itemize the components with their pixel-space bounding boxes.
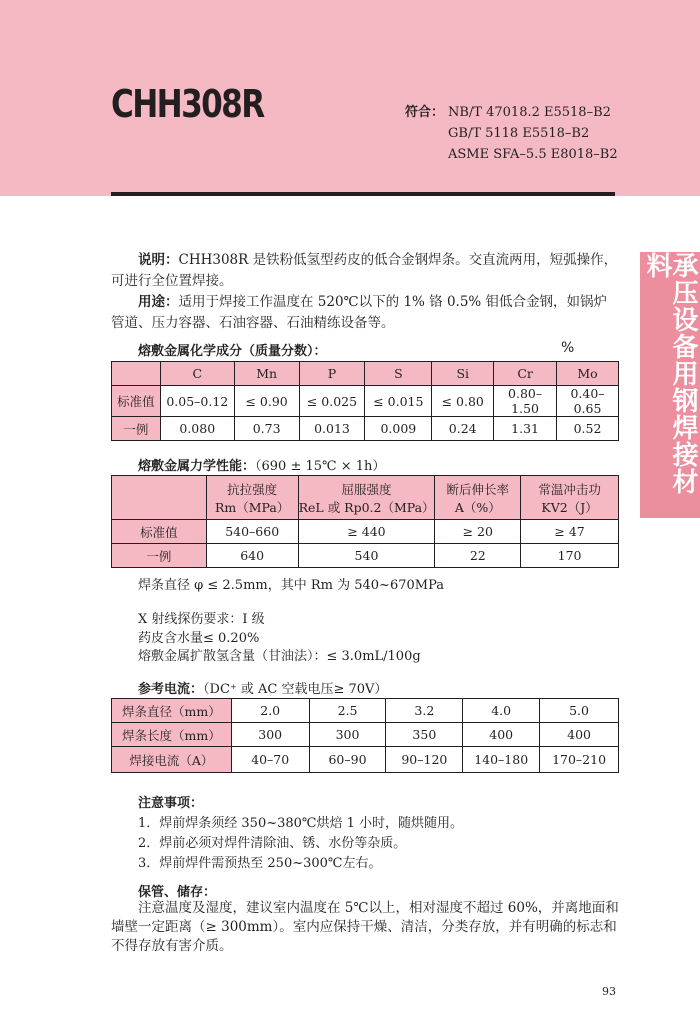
row-label: 焊条长度（mm） [112, 723, 232, 747]
cell: 2.0 [231, 699, 309, 723]
col-header: 断后伸长率 A（%） [435, 476, 521, 520]
table-row [112, 747, 619, 773]
cell: 0.009 [365, 417, 432, 441]
cell: 1.31 [494, 417, 557, 441]
table-row [112, 417, 619, 441]
cell: 4.0 [463, 699, 540, 723]
test-hydrogen: 熔敷金属扩散氢含量（甘油法）：≤ 3.0mL/100g [138, 649, 421, 664]
col-header: 屈服强度 ReL 或 Rp0.2（MPa） [298, 476, 435, 520]
col-header: C [160, 362, 234, 386]
chemical-unit: % [561, 340, 575, 356]
cell: 40–70 [231, 747, 309, 773]
cell: 400 [463, 723, 540, 747]
cell: 400 [540, 723, 619, 747]
current-title: 参考电流：（DC⁺ 或 AC 空载电压≥ 70V） [138, 682, 388, 697]
standard-2: GB/T 5118 E5518–B2 [448, 126, 590, 141]
cell: 0.80–1.50 [494, 386, 557, 417]
current-condition: （DC⁺ 或 AC 空载电压≥ 70V） [203, 682, 388, 697]
cell: 3.2 [386, 699, 463, 723]
cell: 170 [521, 544, 619, 568]
cell: ≤ 0.015 [365, 386, 432, 417]
row-label: 一例 [112, 417, 161, 441]
row-label: 一例 [112, 544, 207, 568]
table-row [112, 699, 619, 723]
side-tab [640, 252, 700, 518]
description-text: CHH308R 是铁粉低氢型药皮的低合金钢焊条。交直流两用，短弧操作，可进行全位置焊接。 [111, 252, 618, 289]
description-label: 说明： [138, 252, 179, 268]
chemical-header-row [112, 362, 619, 386]
col-header: Mo [557, 362, 619, 386]
cell: 540 [298, 544, 435, 568]
cell: 5.0 [540, 699, 619, 723]
table-row [112, 386, 619, 417]
storage-title: 保管、储存： [138, 885, 217, 900]
mechanical-note: 焊条直径 φ ≤ 2.5mm，其中 Rm 为 540~670MPa [138, 578, 444, 593]
header-rule [111, 192, 615, 196]
description-paragraph [111, 250, 619, 292]
cell: 0.52 [557, 417, 619, 441]
chemical-table [111, 361, 619, 441]
table-row [112, 723, 619, 747]
cell: 640 [206, 544, 298, 568]
table-row [112, 544, 619, 568]
notes-title: 注意事项： [138, 796, 204, 811]
cell: 2.5 [309, 699, 386, 723]
list-item: 3．焊前焊件需预热至 250~300℃左右。 [138, 856, 382, 871]
cell: 90–120 [386, 747, 463, 773]
col-header: Mn [234, 362, 299, 386]
cell: 350 [386, 723, 463, 747]
mechanical-title: 熔敷金属力学性能：（690 ± 15℃ × 1h） [138, 459, 386, 474]
standard-1: NB/T 47018.2 E5518–B2 [448, 105, 611, 120]
col-header: S [365, 362, 432, 386]
conformance-block [405, 102, 618, 165]
cell: ≤ 0.90 [234, 386, 299, 417]
header-band [0, 0, 700, 196]
standard-3: ASME SFA–5.5 E8018–B2 [448, 147, 618, 162]
cell: 0.05–0.12 [160, 386, 234, 417]
cell: 540–660 [206, 520, 298, 544]
list-item: 2．焊前必须对焊件清除油、锈、水份等杂质。 [138, 836, 407, 851]
cell: 170–210 [540, 747, 619, 773]
cell: 0.73 [234, 417, 299, 441]
cell: ≤ 0.80 [432, 386, 494, 417]
cell: 300 [231, 723, 309, 747]
corner-cell [112, 362, 161, 386]
col-header: Cr [494, 362, 557, 386]
row-label: 标准值 [112, 520, 207, 544]
col-header: 常温冲击功 KV2（J） [521, 476, 619, 520]
product-title: CHH308R [111, 82, 264, 126]
mechanical-table [111, 475, 619, 568]
conform-label: 符合： [405, 105, 445, 120]
page-number: 93 [602, 985, 616, 998]
cell: 0.40–0.65 [557, 386, 619, 417]
row-label: 焊接电流（A） [112, 747, 232, 773]
col-header: 抗拉强度 Rm（MPa） [206, 476, 298, 520]
test-moisture: 药皮含水量≤ 0.20% [138, 631, 260, 646]
usage-label: 用途： [138, 294, 179, 310]
storage-text: 注意温度及湿度，建议室内温度在 5℃以上，相对湿度不超过 60%，并离地面和墙壁一定距离（≥ 300mm）。室内应保持干燥、清洁，分类存放，并有明确的标志和不得存放有害介质。 [111, 900, 619, 954]
col-header: P [299, 362, 365, 386]
cell: ≥ 47 [521, 520, 619, 544]
cell: ≤ 0.025 [299, 386, 365, 417]
side-tab-label: 承压设备用钢焊接材料 [642, 252, 698, 495]
row-label: 标准值 [112, 386, 161, 417]
cell: 60–90 [309, 747, 386, 773]
mechanical-header-row [112, 476, 619, 520]
cell: ≥ 440 [298, 520, 435, 544]
table-row [112, 520, 619, 544]
usage-text: 适用于焊接工作温度在 520℃以下的 1% 铬 0.5% 钼低合金钢，如锅炉管道、压力容器、石油容器、石油精练设备等。 [111, 294, 608, 331]
mechanical-condition: （690 ± 15℃ × 1h） [255, 459, 386, 474]
list-item: 1．焊前焊条须经 350~380℃烘焙 1 小时，随烘随用。 [138, 816, 464, 831]
corner-cell [112, 476, 207, 520]
notes-block [138, 794, 463, 874]
test-xray: X 射线探伤要求：I 级 [138, 612, 265, 627]
cell: 0.24 [432, 417, 494, 441]
row-label: 焊条直径（mm） [112, 699, 232, 723]
cell: 22 [435, 544, 521, 568]
usage-paragraph [111, 292, 619, 334]
cell: ≥ 20 [435, 520, 521, 544]
cell: 140–180 [463, 747, 540, 773]
current-table [111, 698, 619, 773]
cell: 0.013 [299, 417, 365, 441]
chemical-title: 熔敷金属化学成分（质量分数）： [138, 344, 327, 359]
cell: 300 [309, 723, 386, 747]
cell: 0.080 [160, 417, 234, 441]
col-header: Si [432, 362, 494, 386]
